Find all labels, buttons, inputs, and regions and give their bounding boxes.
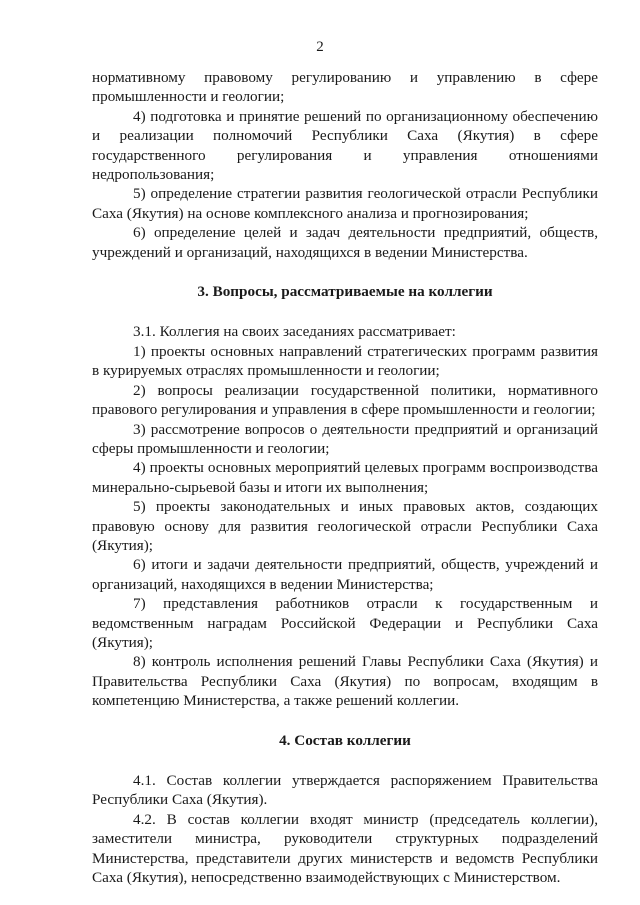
- paragraph: 6) определение целей и задач деятельности предприятий, обществ, учреждений и организаций, находящихся в ведении Министерства.: [92, 224, 598, 261]
- paragraph: 1) проекты основных направлений стратегических программ развития в курируемых отраслях промышленности и геологии;: [92, 342, 598, 380]
- page-number: 2: [316, 39, 324, 55]
- paragraph: 6) итоги и задачи деятельности предприятий, обществ, учреждений и организаций, находящихся в ведении Министерства;: [92, 556, 598, 593]
- document-body: [92, 68, 598, 887]
- paragraph: 4) подготовка и принятие решений по организационному обеспечению и реализации полномочий Республики Саха (Якутия) в сфере государственного регулирования и управления отношениями недропользования;: [92, 107, 598, 184]
- paragraph: 7) представления работников отрасли к государственным и ведомственным наградам Российской Федерации и Республики Саха (Якутия);: [92, 595, 598, 651]
- paragraph: 4) проекты основных мероприятий целевых программ воспроизводства минерально-сырьевой базы и итоги их выполнения;: [92, 459, 598, 496]
- paragraph: 2) вопросы реализации государственной политики, нормативного правового регулирования и управления в сфере промышленности и геологии;: [92, 381, 598, 419]
- paragraph: 4.2. В состав коллегии входят министр (председатель коллегии), заместители министра, руководители структурных подразделений Министерства, представители других министерств и ведомств Республики Саха (Якутия), непосредственно взаимодействующих с Министерством.: [92, 810, 598, 887]
- paragraph: 8) контроль исполнения решений Главы Республики Саха (Якутия) и Правительства Республики Саха (Якутия) по вопросам, входящим в компетенцию Министерства, а также решений коллегии.: [92, 653, 598, 710]
- paragraph: нормативному правовому регулированию и управлению в сфере промышленности и геологии;: [92, 69, 598, 106]
- paragraph: 3) рассмотрение вопросов о деятельности предприятий и организаций сферы промышленности и геологии;: [92, 420, 598, 457]
- paragraph: 5) определение стратегии развития геологической отрасли Республики Саха (Якутия) на основе комплексного анализа и прогнозирования;: [92, 185, 598, 222]
- paragraph: 5) проекты законодательных и иных правовых актов, создающих правовую основу для развития геологической отрасли Республики Саха (Якутия);: [92, 498, 598, 554]
- paragraph: 3.1. Коллегия на своих заседаниях рассматривает:: [133, 323, 456, 341]
- section-heading: 4. Состав коллегии: [279, 731, 411, 749]
- paragraph: 4.1. Состав коллегии утверждается распоряжением Правительства Республики Саха (Якутия).: [92, 772, 598, 809]
- section-heading: 3. Вопросы, рассматриваемые на коллегии: [197, 283, 493, 301]
